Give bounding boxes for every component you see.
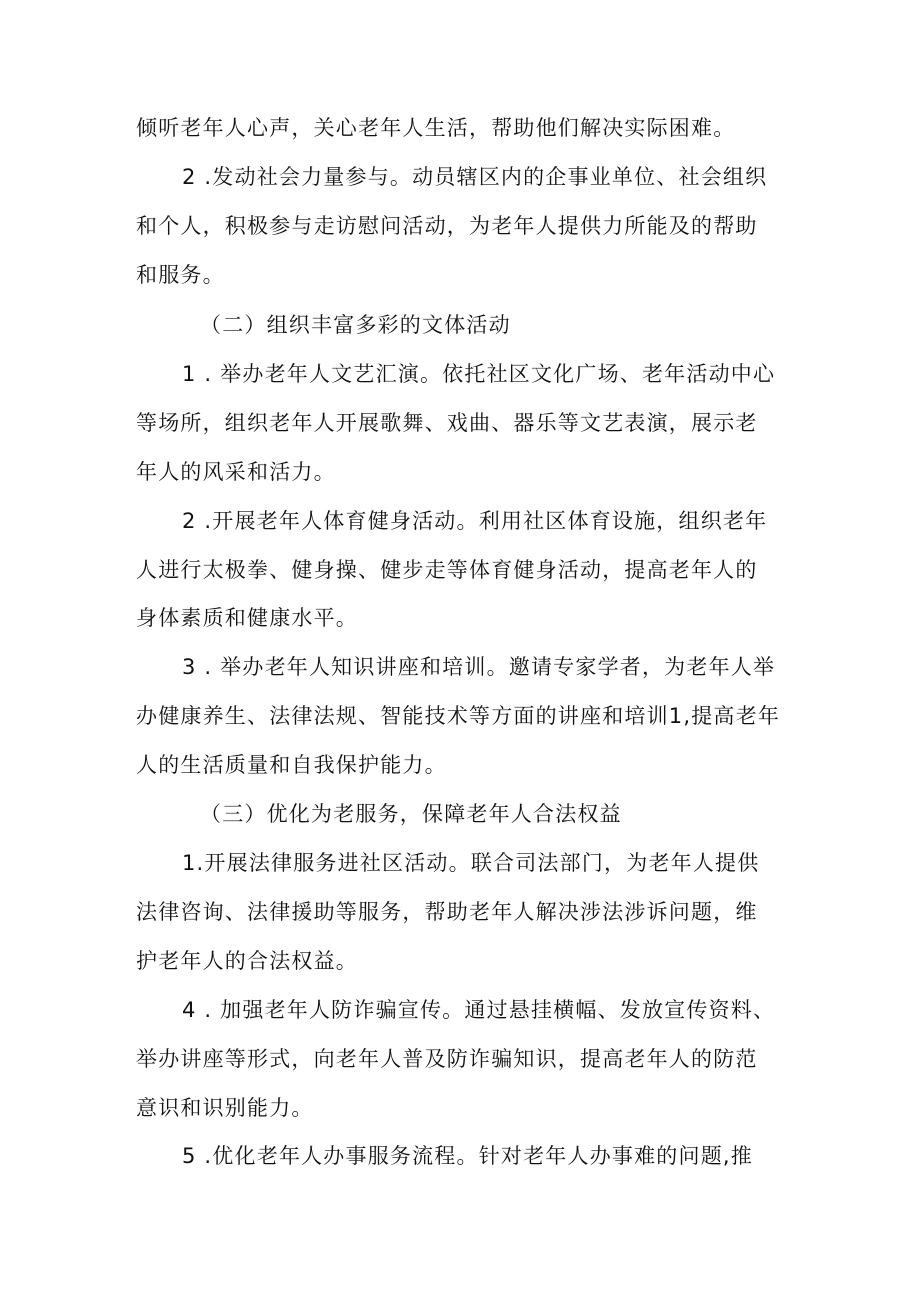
text-line: 和服务。: [136, 263, 225, 287]
text-line: 2 .发动社会力量参与。动员辖区内的企事业单位、社会组织: [182, 165, 768, 189]
text-line: 等场所，组织老年人开展歌舞、戏曲、器乐等文艺表演，展示老: [136, 411, 758, 435]
text-line: 意识和识别能力。: [136, 1096, 314, 1120]
text-line: 5 .优化老年人办事服务流程。针对老年人办事难的问题,推: [182, 1144, 753, 1168]
text-line: 护老年人的合法权益。: [136, 949, 358, 973]
section-heading: （三）优化为老服务，保障老年人合法权益: [200, 802, 622, 826]
text-line: 人进行太极拳、健身操、健步走等体育健身活动，提高老年人的: [136, 558, 758, 582]
text-line: 身体素质和健康水平。: [136, 606, 358, 630]
text-line: 举办讲座等形式，向老年人普及防诈骗知识，提高老年人的防范: [136, 1047, 758, 1071]
text-line: 办健康养生、法律法规、智能技术等方面的讲座和培训1,提高老年: [136, 704, 781, 728]
text-line: 3 . 举办老年人知识讲座和培训。邀请专家学者，为老年人举: [182, 655, 776, 679]
text-line: 和个人，积极参与走访慰问活动，为老年人提供力所能及的帮助: [136, 214, 758, 238]
text-line: 4 . 加强老年人防诈骗宣传。通过悬挂横幅、发放宣传资料、: [182, 998, 776, 1022]
text-line: 人的生活质量和自我保护能力。: [136, 753, 447, 777]
section-heading: （二）组织丰富多彩的文体活动: [200, 313, 511, 337]
text-line: 法律咨询、法律援助等服务，帮助老年人解决涉法涉诉问题，维: [136, 900, 758, 924]
text-line: 倾听老年人心声，关心老年人生活，帮助他们解决实际困难。: [136, 116, 736, 140]
text-line: 年人的风采和活力。: [136, 460, 336, 484]
text-line: 1.开展法律服务进社区活动。联合司法部门，为老年人提供: [182, 851, 760, 875]
text-line: 1 . 举办老年人文艺汇演。依托社区文化广场、老年活动中心: [182, 362, 776, 386]
text-line: 2 .开展老年人体育健身活动。利用社区体育设施，组织老年: [182, 509, 768, 533]
